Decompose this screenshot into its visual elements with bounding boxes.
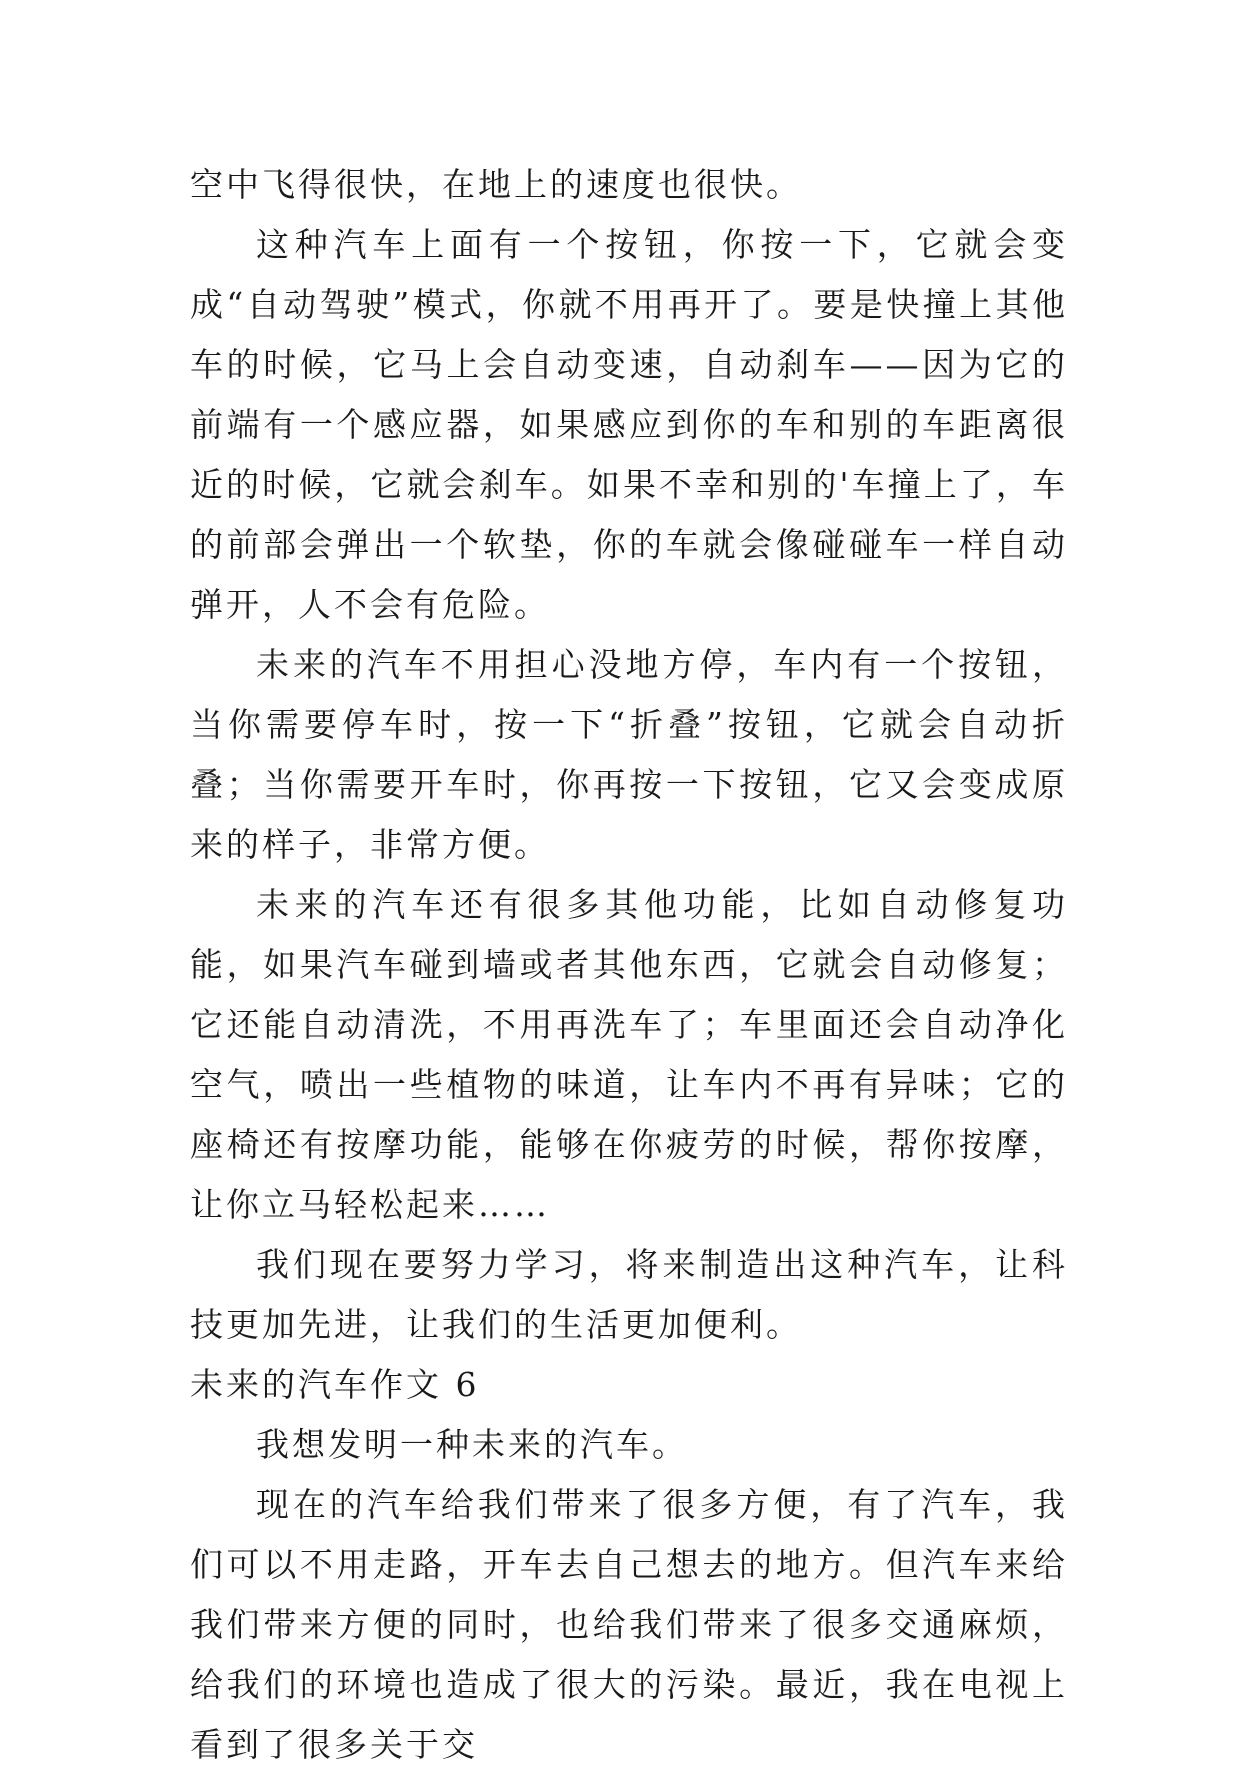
paragraph-3: 未来的汽车不用担心没地方停，车内有一个按钮，当你需要停车时，按一下“折叠”按钮，它就会自动折叠；当你需要开车时，你再按一下按钮，它又会变成原来的样子，非常方便。: [190, 645, 1068, 864]
document-body: [190, 155, 1068, 1775]
paragraph-1: 空中飞得很快，在地上的速度也很快。: [190, 165, 802, 204]
paragraph-2: 这种汽车上面有一个按钮，你按一下，它就会变成“自动驾驶”模式，你就不用再开了。要是快撞上其他车的时候，它马上会自动变速，自动刹车——因为它的前端有一个感应器，如果感应到你的车和别的车距离很近的时候，它就会刹车。如果不幸和别的'车撞上了，车的前部会弹出一个软垫，你的车就会像碰碰车一样自动弹开，人不会有危险。: [190, 225, 1068, 624]
section-paragraph-1: 我想发明一种未来的汽车。: [256, 1425, 688, 1464]
section-title: 未来的汽车作文 6: [190, 1365, 480, 1404]
section-paragraph-2: 现在的汽车给我们带来了很多方便，有了汽车，我们可以不用走路，开车去自己想去的地方。但汽车来给我们带来方便的同时，也给我们带来了很多交通麻烦，给我们的环境也造成了很大的污染。最近，我在电视上看到了很多关于交: [190, 1485, 1068, 1764]
paragraph-4: 未来的汽车还有很多其他功能，比如自动修复功能，如果汽车碰到墙或者其他东西，它就会自动修复；它还能自动清洗，不用再洗车了；车里面还会自动净化空气，喷出一些植物的味道，让车内不再有异味；它的座椅还有按摩功能，能够在你疲劳的时候，帮你按摩，让你立马轻松起来……: [190, 885, 1068, 1224]
paragraph-5: 我们现在要努力学习，将来制造出这种汽车，让科技更加先进，让我们的生活更加便利。: [190, 1245, 1068, 1344]
